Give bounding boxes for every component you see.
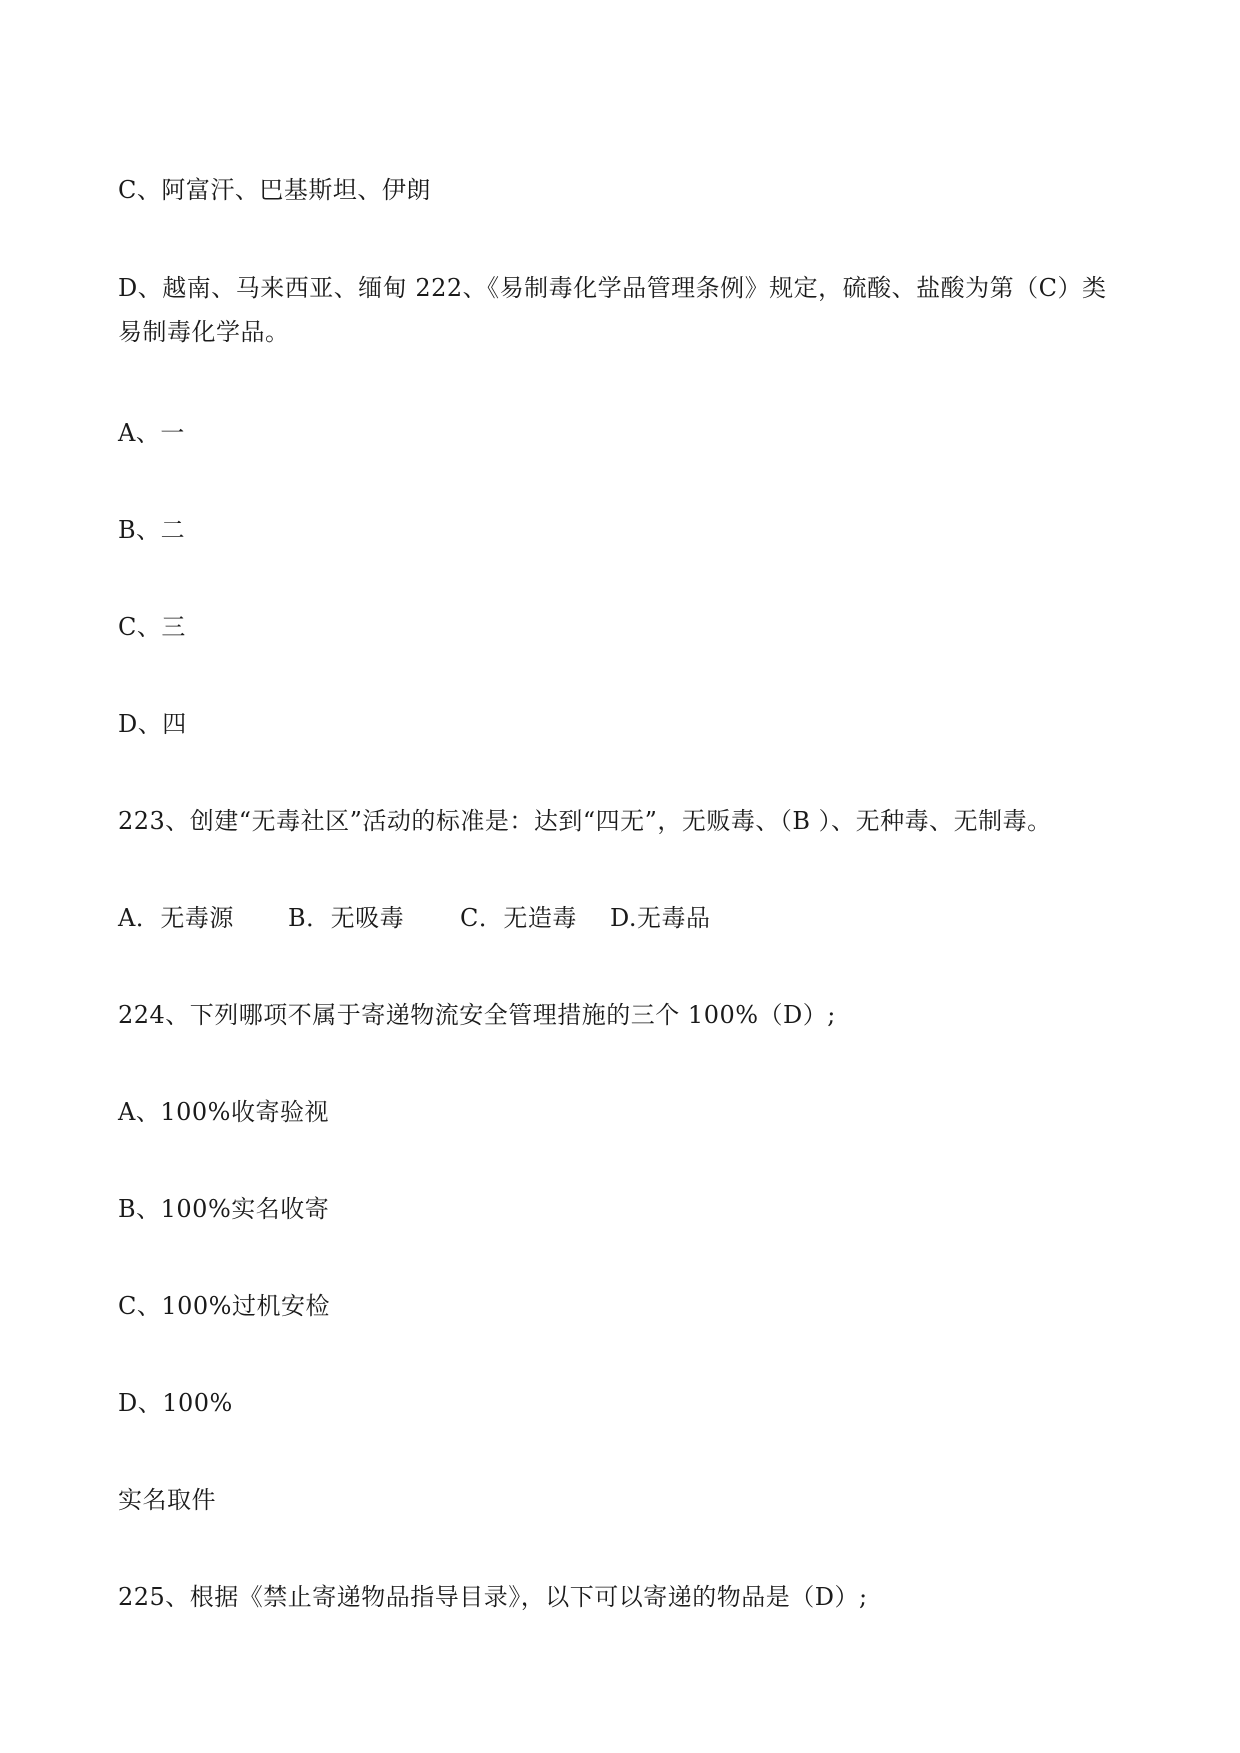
option-a: A、一 — [118, 419, 185, 447]
question-222-text: D、越南、马来西亚、缅甸 222、《易制毒化学品管理条例》规定，硫酸、盐酸为第（C）类易制毒化学品。 — [118, 274, 1107, 346]
option-a: A、100%收寄验视 — [118, 1098, 329, 1126]
option-d: D.无毒品 — [610, 904, 711, 932]
option-b: B、100%实名收寄 — [118, 1195, 330, 1223]
option-d: D、100% — [118, 1389, 233, 1417]
question-223-text: 223、创建“无毒社区”活动的标准是：达到“四无”，无贩毒、（B ）、无种毒、无制毒。 — [118, 807, 1052, 835]
option-a: A．无毒源 — [118, 904, 234, 932]
option-c: C、100%过机安检 — [118, 1292, 330, 1320]
option-b: B、二 — [118, 516, 186, 544]
option-c: C．无造毒 — [460, 904, 577, 932]
option-d: D、四 — [118, 710, 187, 738]
option-c-countries: C、阿富汗、巴基斯坦、伊朗 — [118, 176, 431, 204]
question-225-text: 225、根据《禁止寄递物品指导目录》，以下可以寄递的物品是（D）; — [118, 1583, 868, 1611]
option-b: B．无吸毒 — [288, 904, 405, 932]
option-d-continuation: 实名取件 — [118, 1486, 216, 1514]
option-c: C、三 — [118, 613, 186, 641]
question-224-text: 224、下列哪项不属于寄递物流安全管理措施的三个 100%（D）; — [118, 1001, 836, 1029]
question-223-options — [118, 896, 711, 940]
